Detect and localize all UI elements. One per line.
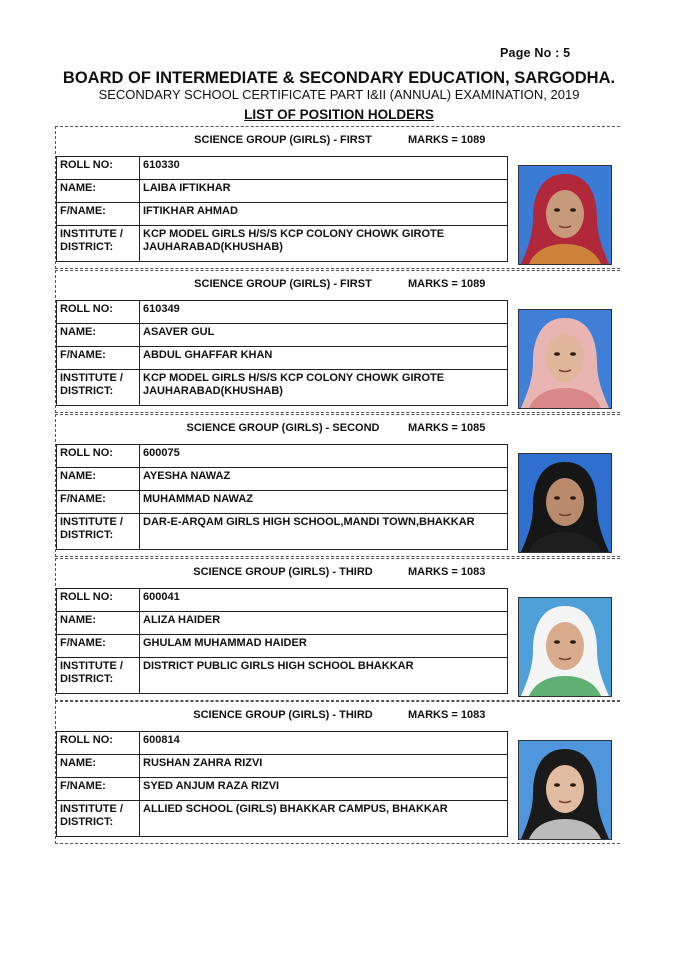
student-portrait-image — [519, 310, 611, 408]
institute-value: DAR-E-ARQAM GIRLS HIGH SCHOOL,MANDI TOWN,BHAKKAR — [140, 514, 508, 550]
father-name-value: MUHAMMAD NAWAZ — [140, 491, 508, 514]
name-label: NAME: — [57, 612, 140, 635]
institute-label-line1: INSTITUTE / — [60, 516, 123, 528]
student-photo — [518, 309, 612, 409]
details-table — [56, 588, 508, 694]
table-row — [57, 778, 508, 801]
marks-label: MARKS = 1083 — [408, 709, 486, 721]
group-label: SCIENCE GROUP (GIRLS) - FIRST — [194, 278, 372, 290]
roll-no-label: ROLL NO: — [57, 732, 140, 755]
table-row — [57, 658, 508, 694]
board-title: BOARD OF INTERMEDIATE & SECONDARY EDUCATION, SARGODHA. — [62, 69, 616, 87]
table-row — [57, 801, 508, 837]
position-holder-card — [55, 414, 620, 557]
details-table — [56, 300, 508, 406]
institute-label-line2: DISTRICT: — [60, 241, 114, 253]
institute-label-line1: INSTITUTE / — [60, 660, 123, 672]
father-name-label: F/NAME: — [57, 635, 140, 658]
father-name-label: F/NAME: — [57, 347, 140, 370]
institute-label — [57, 370, 140, 406]
roll-no-value: 610330 — [140, 157, 508, 180]
institute-label — [57, 658, 140, 694]
table-row — [57, 180, 508, 203]
institute-value: KCP MODEL GIRLS H/S/S KCP COLONY CHOWK GIROTE JAUHARABAD(KHUSHAB) — [140, 226, 508, 262]
group-label: SCIENCE GROUP (GIRLS) - FIRST — [194, 134, 372, 146]
student-portrait-image — [519, 454, 611, 552]
list-title: LIST OF POSITION HOLDERS — [244, 107, 434, 122]
institute-label — [57, 226, 140, 262]
table-row — [57, 468, 508, 491]
marks-label: MARKS = 1083 — [408, 566, 486, 578]
name-value: LAIBA IFTIKHAR — [140, 180, 508, 203]
table-row — [57, 445, 508, 468]
details-table — [56, 156, 508, 262]
position-holder-card — [55, 270, 620, 413]
page-number: Page No : 5 — [500, 46, 571, 60]
institute-label-line2: DISTRICT: — [60, 673, 114, 685]
name-value: AYESHA NAWAZ — [140, 468, 508, 491]
roll-no-value: 610349 — [140, 301, 508, 324]
student-portrait-image — [519, 741, 611, 839]
institute-label-line2: DISTRICT: — [60, 385, 114, 397]
name-value: ALIZA HAIDER — [140, 612, 508, 635]
institute-label — [57, 514, 140, 550]
table-row — [57, 347, 508, 370]
name-value: ASAVER GUL — [140, 324, 508, 347]
name-label: NAME: — [57, 468, 140, 491]
details-table — [56, 444, 508, 550]
position-holder-card — [55, 558, 620, 701]
position-holder-card — [55, 701, 620, 844]
marks-label: MARKS = 1085 — [408, 422, 486, 434]
roll-no-label: ROLL NO: — [57, 589, 140, 612]
table-row — [57, 732, 508, 755]
exam-subtitle: SECONDARY SCHOOL CERTIFICATE PART I&II (ANNUAL) EXAMINATION, 2019 — [98, 87, 580, 102]
roll-no-value: 600075 — [140, 445, 508, 468]
student-portrait-image — [519, 166, 611, 264]
student-photo — [518, 165, 612, 265]
father-name-value: IFTIKHAR AHMAD — [140, 203, 508, 226]
name-label: NAME: — [57, 324, 140, 347]
institute-label-line1: INSTITUTE / — [60, 803, 123, 815]
table-row — [57, 157, 508, 180]
roll-no-label: ROLL NO: — [57, 301, 140, 324]
student-photo — [518, 740, 612, 840]
table-row — [57, 491, 508, 514]
student-portrait-image — [519, 598, 611, 696]
group-label: SCIENCE GROUP (GIRLS) - THIRD — [193, 566, 373, 578]
position-holder-card — [55, 126, 620, 269]
institute-value: ALLIED SCHOOL (GIRLS) BHAKKAR CAMPUS, BHAKKAR — [140, 801, 508, 837]
father-name-label: F/NAME: — [57, 491, 140, 514]
name-label: NAME: — [57, 755, 140, 778]
father-name-value: SYED ANJUM RAZA RIZVI — [140, 778, 508, 801]
group-label: SCIENCE GROUP (GIRLS) - THIRD — [193, 709, 373, 721]
table-row — [57, 514, 508, 550]
table-row — [57, 203, 508, 226]
roll-no-value: 600041 — [140, 589, 508, 612]
marks-label: MARKS = 1089 — [408, 134, 486, 146]
table-row — [57, 635, 508, 658]
table-row — [57, 589, 508, 612]
details-table — [56, 731, 508, 837]
institute-label-line2: DISTRICT: — [60, 529, 114, 541]
table-row — [57, 370, 508, 406]
student-photo — [518, 597, 612, 697]
roll-no-label: ROLL NO: — [57, 445, 140, 468]
father-name-label: F/NAME: — [57, 203, 140, 226]
table-row — [57, 226, 508, 262]
name-label: NAME: — [57, 180, 140, 203]
name-value: RUSHAN ZAHRA RIZVI — [140, 755, 508, 778]
father-name-label: F/NAME: — [57, 778, 140, 801]
table-row — [57, 612, 508, 635]
institute-label-line2: DISTRICT: — [60, 816, 114, 828]
institute-label-line1: INSTITUTE / — [60, 228, 123, 240]
table-row — [57, 301, 508, 324]
institute-value: DISTRICT PUBLIC GIRLS HIGH SCHOOL BHAKKAR — [140, 658, 508, 694]
group-label: SCIENCE GROUP (GIRLS) - SECOND — [186, 422, 380, 434]
institute-value: KCP MODEL GIRLS H/S/S KCP COLONY CHOWK GIROTE JAUHARABAD(KHUSHAB) — [140, 370, 508, 406]
roll-no-label: ROLL NO: — [57, 157, 140, 180]
institute-label — [57, 801, 140, 837]
student-photo — [518, 453, 612, 553]
marks-label: MARKS = 1089 — [408, 278, 486, 290]
roll-no-value: 600814 — [140, 732, 508, 755]
table-row — [57, 755, 508, 778]
father-name-value: GHULAM MUHAMMAD HAIDER — [140, 635, 508, 658]
table-row — [57, 324, 508, 347]
father-name-value: ABDUL GHAFFAR KHAN — [140, 347, 508, 370]
institute-label-line1: INSTITUTE / — [60, 372, 123, 384]
